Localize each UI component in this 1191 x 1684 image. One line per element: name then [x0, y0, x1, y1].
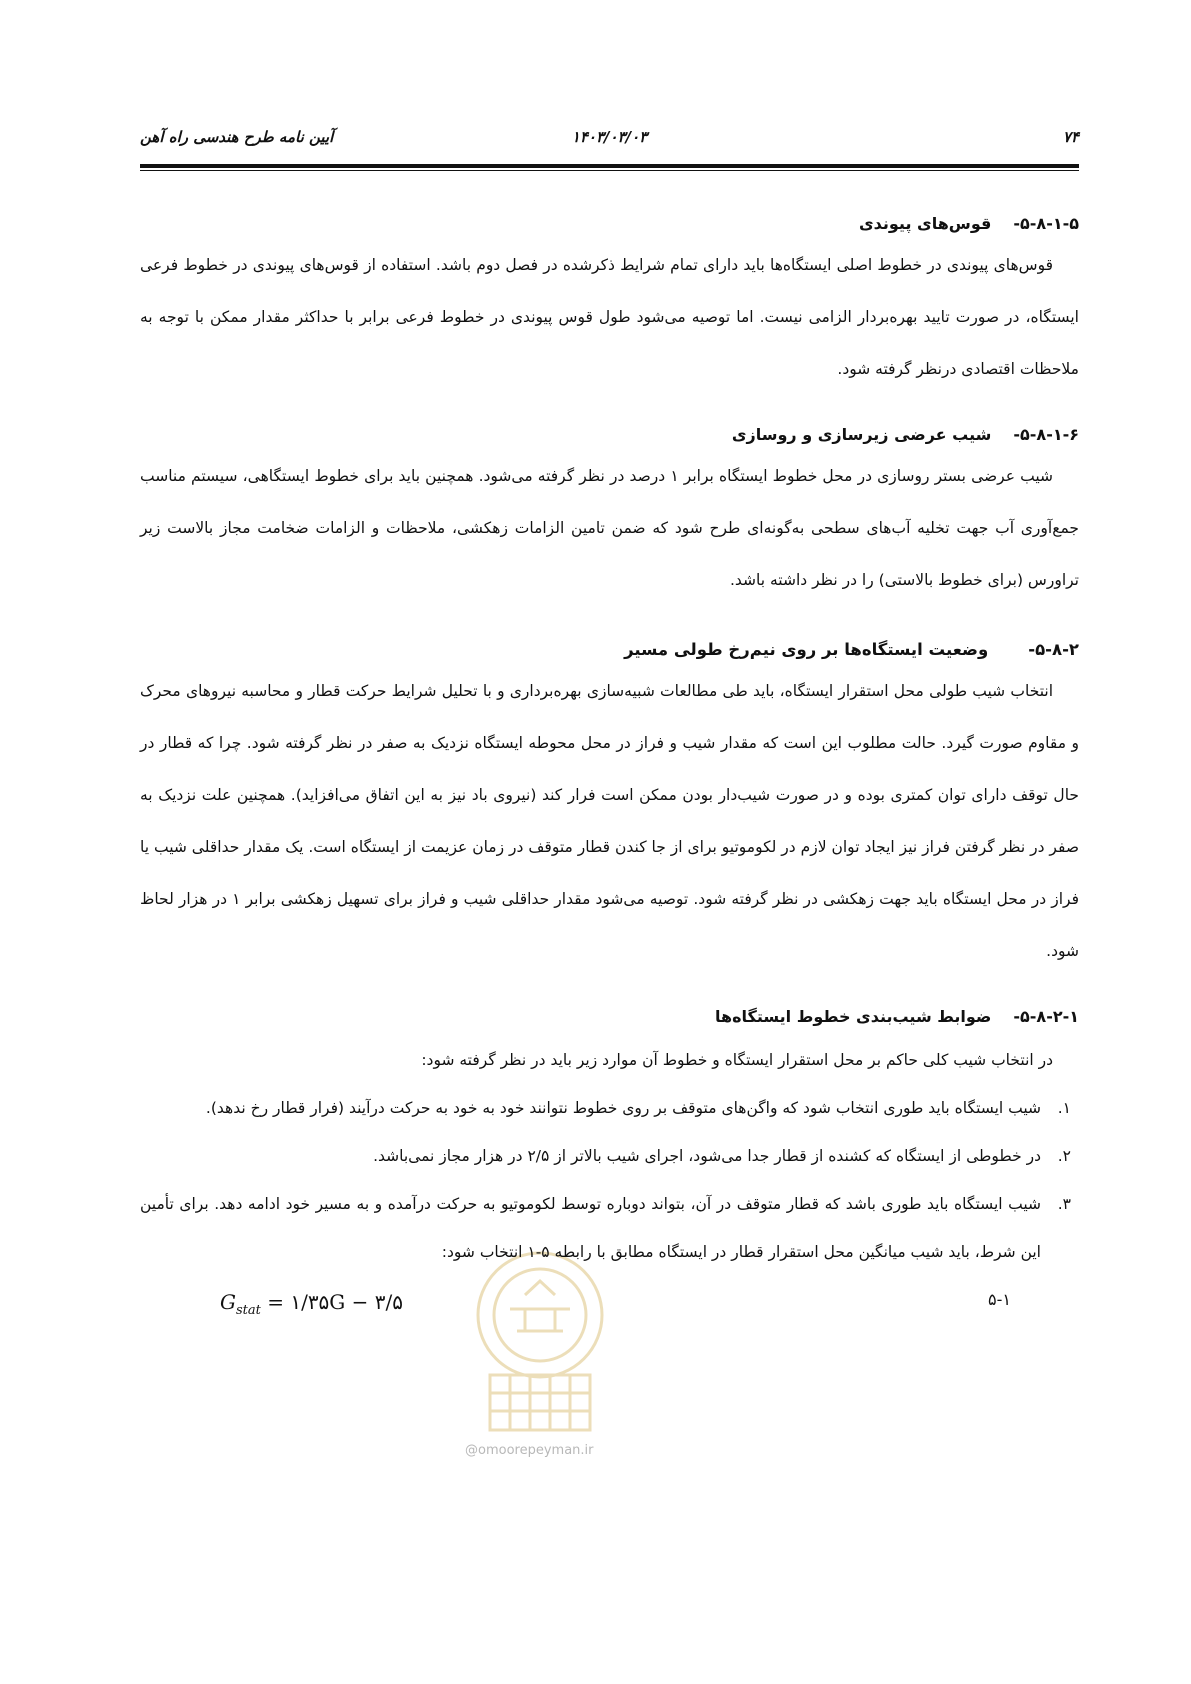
list-item-number: ۱.: [1057, 1099, 1071, 1117]
equation-number: ۵-۱: [988, 1290, 1011, 1309]
list-item: [140, 1180, 1079, 1276]
list-item-text: در خطوطی از ایستگاه که کشنده از قطار جدا می‌شود، اجرای شیب بالاتر از ۲/۵ در هزار مجاز نمی‌باشد.: [373, 1147, 1041, 1165]
page-header: [140, 128, 1079, 152]
list-item-text: شیب ایستگاه باید طوری باشد که قطار متوقف در آن، بتواند دوباره توسط لکوموتیو به حرکت درآمده و به مسیر خود ادامه دهد. برای تأمین این شرط، باید شیب میانگین محل استقرار قطار در ایستگاه مطابق با رابطه ۵-۱ انتخاب شود:: [140, 1195, 1041, 1261]
section-number: ۵-۸-۲-۱-: [1013, 1007, 1079, 1026]
list-item-number: ۳.: [1057, 1195, 1071, 1213]
section-heading: [140, 640, 1079, 659]
section-heading: [140, 1007, 1079, 1026]
equation-row: [140, 1290, 1079, 1330]
equation-rhs: = ۱/۳۵G − ۳/۵: [260, 1290, 403, 1314]
list-item: [140, 1132, 1079, 1180]
section-title: قوس‌های پیوندی: [858, 214, 992, 233]
criteria-list: [140, 1084, 1079, 1276]
watermark-text: @omoorepeyman.ir: [465, 1443, 594, 1458]
page-number: ۷۴: [1062, 128, 1079, 146]
header-rule-thin: [140, 170, 1079, 171]
list-item-number: ۲.: [1057, 1147, 1071, 1165]
equation-formula: [220, 1290, 403, 1318]
section-title: ضوابط شیب‌بندی خطوط ایستگاه‌ها: [714, 1007, 992, 1026]
equation-subscript: stat: [235, 1303, 261, 1318]
document-title: آیین نامه طرح هندسی راه آهن: [140, 128, 334, 146]
section-heading: [140, 425, 1079, 444]
section-paragraph: قوس‌های پیوندی در خطوط اصلی ایستگاه‌ها باید دارای تمام شرایط ذکرشده در فصل دوم باشد. استفاده از قوس‌های پیوندی در خطوط فرعی ایستگاه، در صورت تایید بهره‌بردار الزامی نیست. اما توصیه می‌شود طول قوس پیوندی در خطوط فرعی برابر با حداکثر مقدار ممکن با توجه به ملاحظات اقتصادی درنظر گرفته شود.: [140, 256, 1079, 378]
section-title: وضعیت ایستگاه‌ها بر روی نیم‌رخ طولی مسیر: [624, 640, 989, 659]
section-paragraph: انتخاب شیب طولی محل استقرار ایستگاه، باید طی مطالعات شبیه‌سازی بهره‌برداری و با تحلیل شرایط حرکت قطار و محاسبه نیروهای محرک و مقاوم صورت گیرد. حالت مطلوب این است که مقدار شیب و فراز در محل محوطه ایستگاه نزدیک به صفر در نظر گرفته شود. چرا که قطار در حال توقف دارای توان کمتری بوده و در صورت شیب‌دار بودن ممکن است فرار کند (نیروی باد نیز به این اتفاق می‌افزاید). همچنین علت نزدیک به صفر در نظر گرفتن فراز نیز ایجاد توان لازم در لکوموتیو برای از جا کندن قطار متوقف در زمان عزیمت از ایستگاه است. یک مقدار حداقلی شیب یا فراز در محل ایستگاه باید جهت زهکشی در نظر گرفته شود. توصیه می‌شود مقدار حداقلی شیب و فراز برای تسهیل زهکشی برابر ۱ در هزار لحاظ شود.: [140, 682, 1079, 960]
section-intro: در انتخاب شیب کلی حاکم بر محل استقرار ایستگاه و خطوط آن موارد زیر باید در نظر گرفته شود:: [421, 1051, 1053, 1069]
header-date: ۱۴۰۳/۰۳/۰۳: [571, 128, 648, 146]
list-item-text: شیب ایستگاه باید طوری انتخاب شود که واگن‌های متوقف بر روی خطوط نتوانند خود به خود به حرکت درآیند (فرار قطار رخ ندهد).: [205, 1099, 1041, 1117]
header-rule-thick: [140, 164, 1079, 168]
equation-variable: G: [220, 1290, 236, 1314]
section-number: ۵-۸-۱-۶-: [1013, 425, 1079, 444]
page-body: [140, 210, 1079, 1330]
list-item: [140, 1084, 1079, 1132]
section-number: ۵-۸-۱-۵-: [1013, 214, 1079, 233]
section-paragraph: شیب عرضی بستر روسازی در محل خطوط ایستگاه برابر ۱ درصد در نظر گرفته می‌شود. همچنین باید برای خطوط ایستگاهی، سیستم مناسب جمع‌آوری آب جهت تخلیه آب‌های سطحی به‌گونه‌ای طرح شود که ضمن تامین الزامات زهکشی، ملاحظات و الزامات ضخامت مجاز بالاست زیر تراورس (برای خطوط بالاستی) را در نظر داشته باشد.: [140, 467, 1079, 589]
section-title: شیب عرضی زیرسازی و روسازی: [731, 425, 992, 444]
section-heading: [140, 214, 1079, 233]
section-number: ۵-۸-۲-: [1028, 640, 1079, 659]
